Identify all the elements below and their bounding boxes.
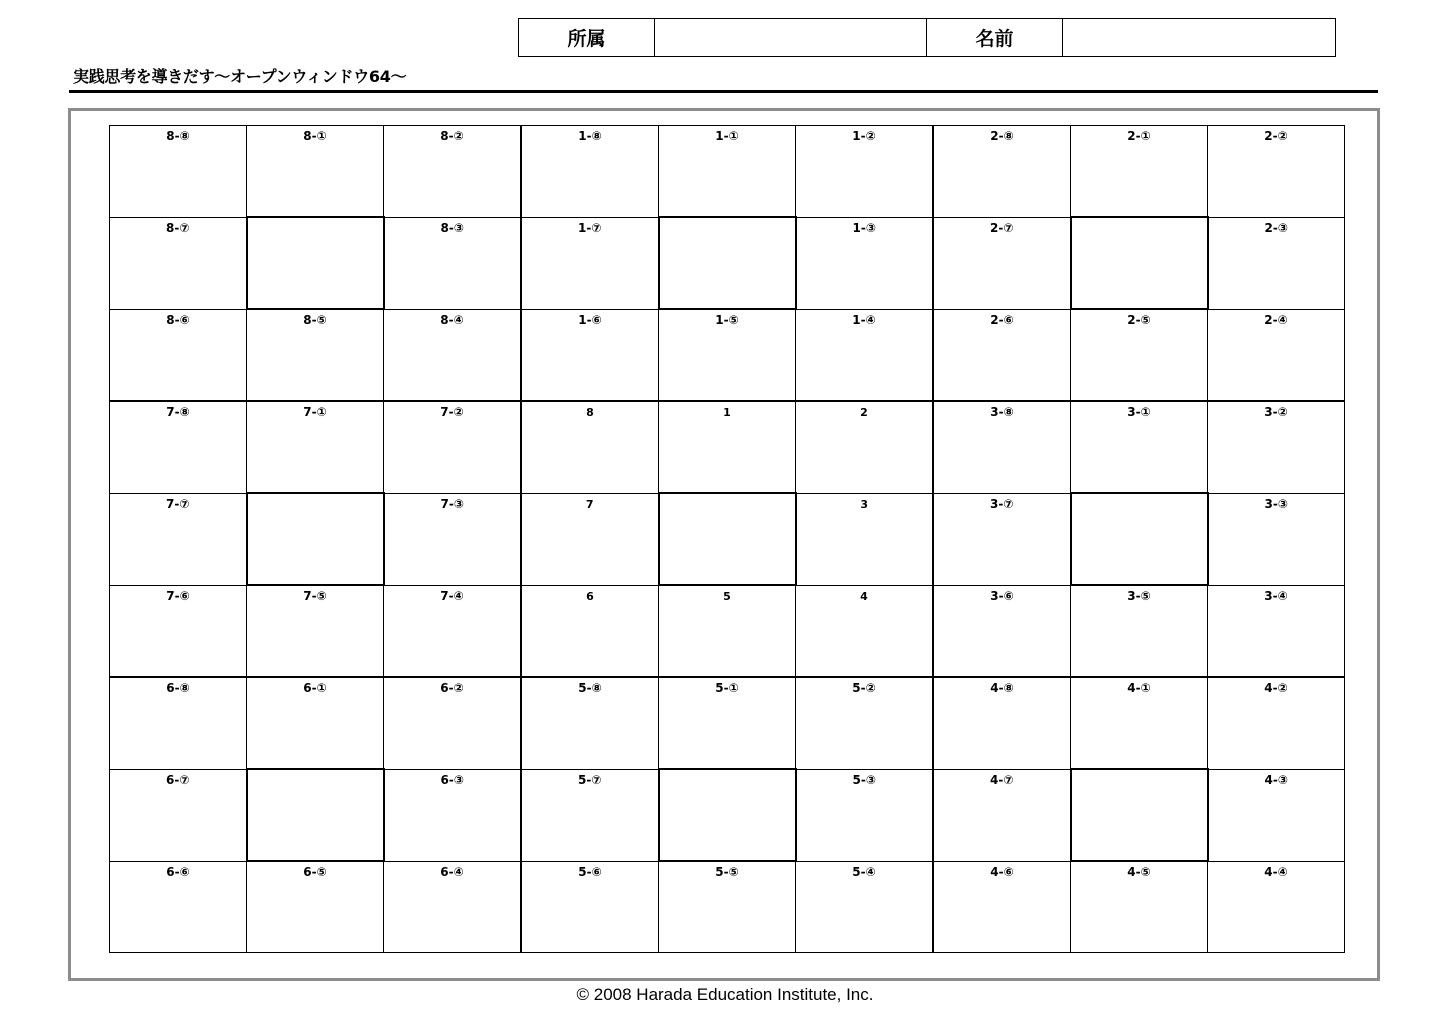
cell-label: 6-④ xyxy=(440,864,464,879)
cell-label: 1-⑧ xyxy=(578,129,602,143)
title-divider xyxy=(69,90,1378,93)
grid-cell[interactable] xyxy=(1208,861,1345,953)
grid-cell[interactable] xyxy=(247,677,384,769)
cell-label: 2-⑧ xyxy=(990,129,1014,143)
grid-cell[interactable] xyxy=(110,126,247,218)
cell-label: 6-③ xyxy=(440,772,464,787)
cell-label: 3-① xyxy=(1127,405,1151,419)
grid-cell[interactable] xyxy=(1071,677,1208,769)
cell-label: 2-④ xyxy=(1264,312,1288,327)
grid-cell[interactable] xyxy=(1208,493,1345,585)
cell-label: 4-② xyxy=(1264,681,1288,695)
cell-label: 8-⑤ xyxy=(303,313,327,327)
cell-label: 6-⑧ xyxy=(166,681,190,695)
cell-label: 7-⑤ xyxy=(303,589,327,603)
cell-label: 7-① xyxy=(303,405,327,419)
grid-cell[interactable] xyxy=(659,677,796,769)
grid-cell[interactable] xyxy=(1071,861,1208,953)
cell-label: 3-④ xyxy=(1264,588,1288,603)
cell-label: 5-⑥ xyxy=(578,864,602,879)
cell-label: 4 xyxy=(860,589,868,603)
grid-cell[interactable] xyxy=(933,769,1071,861)
grid-cell[interactable] xyxy=(659,126,796,218)
grid-cell[interactable] xyxy=(796,861,934,953)
grid-cell[interactable] xyxy=(796,309,934,401)
cell-label: 7-⑥ xyxy=(166,588,190,603)
grid-cell[interactable] xyxy=(521,861,659,953)
theme-cell[interactable] xyxy=(247,493,384,585)
cell-label: 7-③ xyxy=(440,496,464,511)
cell-label: 2-② xyxy=(1264,129,1288,143)
grid-cell[interactable] xyxy=(384,585,522,677)
cell-label: 2 xyxy=(860,406,868,419)
grid-row xyxy=(110,677,1345,769)
theme-cell[interactable] xyxy=(247,217,384,309)
cell-label: 8-⑧ xyxy=(166,129,190,143)
cell-label: 5-② xyxy=(852,681,876,695)
theme-cell[interactable] xyxy=(659,217,796,309)
grid-cell[interactable] xyxy=(933,493,1071,585)
cell-label: 7-⑧ xyxy=(166,405,190,419)
copyright-footer: © 2008 Harada Education Institute, Inc. xyxy=(576,985,874,1004)
cell-label: 5-③ xyxy=(852,772,876,787)
cell-label: 3-③ xyxy=(1264,496,1288,511)
grid-cell[interactable] xyxy=(659,309,796,401)
open-window-grid xyxy=(109,125,1345,953)
theme-cell[interactable] xyxy=(1071,769,1208,861)
cell-label: 6-⑤ xyxy=(303,865,327,879)
cell-label: 1-⑤ xyxy=(715,313,739,327)
grid-cell[interactable] xyxy=(933,401,1071,493)
grid-cell[interactable] xyxy=(1208,309,1345,401)
center-goal-cell[interactable] xyxy=(659,585,796,677)
cell-label: 8-⑥ xyxy=(166,312,190,327)
cell-label: 7-⑦ xyxy=(166,496,190,511)
theme-cell[interactable] xyxy=(659,493,796,585)
grid-cell[interactable] xyxy=(384,677,522,769)
cell-label: 6-① xyxy=(303,681,327,695)
center-goal-cell[interactable] xyxy=(521,401,659,493)
cell-label: 2-③ xyxy=(1264,220,1288,235)
cell-label: 1-④ xyxy=(852,312,876,327)
cell-label: 7 xyxy=(585,497,594,511)
cell-label: 3-⑥ xyxy=(990,588,1014,603)
grid-cell[interactable] xyxy=(247,401,384,493)
cell-label: 8-③ xyxy=(440,220,464,235)
cell-label: 8-② xyxy=(440,129,464,143)
grid-cell[interactable] xyxy=(1208,585,1345,677)
affiliation-label: 所属 xyxy=(519,19,655,57)
grid-cell[interactable] xyxy=(1208,769,1345,861)
cell-label: 1 xyxy=(723,406,731,419)
grid-cell[interactable] xyxy=(110,493,247,585)
grid-row xyxy=(110,585,1345,677)
cell-label: 5-⑦ xyxy=(578,772,602,787)
grid-cell[interactable] xyxy=(1208,126,1345,218)
theme-cell[interactable] xyxy=(1071,493,1208,585)
cell-label: 6 xyxy=(586,589,594,603)
cell-label: 4-⑦ xyxy=(990,772,1014,787)
grid-cell[interactable] xyxy=(384,126,522,218)
cell-label: 2-⑥ xyxy=(990,312,1014,327)
cell-label: 4-① xyxy=(1127,681,1151,695)
theme-cell[interactable] xyxy=(247,769,384,861)
grid-cell[interactable] xyxy=(933,677,1071,769)
affiliation-field[interactable] xyxy=(655,19,927,57)
name-label: 名前 xyxy=(927,19,1063,57)
grid-cell[interactable] xyxy=(1071,585,1208,677)
grid-cell[interactable] xyxy=(1071,309,1208,401)
cell-label: 4-⑧ xyxy=(990,681,1014,695)
grid-cell[interactable] xyxy=(1071,401,1208,493)
grid-row xyxy=(110,309,1345,401)
grid-cell[interactable] xyxy=(110,585,247,677)
grid-cell[interactable] xyxy=(110,769,247,861)
grid-cell[interactable] xyxy=(933,126,1071,218)
grid-cell[interactable] xyxy=(796,217,934,309)
cell-label: 4-④ xyxy=(1264,864,1288,879)
info-table xyxy=(518,18,1336,57)
center-goal-cell[interactable] xyxy=(659,401,796,493)
cell-label: 6-⑥ xyxy=(166,864,190,879)
cell-label: 8 xyxy=(586,406,594,419)
grid-cell[interactable] xyxy=(521,309,659,401)
grid-cell[interactable] xyxy=(384,493,522,585)
cell-label: 3-② xyxy=(1264,405,1288,419)
grid-cell[interactable] xyxy=(247,861,384,953)
grid-cell[interactable] xyxy=(1208,217,1345,309)
grid-cell[interactable] xyxy=(384,861,522,953)
cell-label: 4-③ xyxy=(1264,772,1288,787)
cell-label: 5-① xyxy=(715,681,739,695)
grid-cell[interactable] xyxy=(521,769,659,861)
cell-label: 8-① xyxy=(303,129,327,143)
grid-cell[interactable] xyxy=(110,861,247,953)
cell-label: 2-⑦ xyxy=(990,220,1014,235)
center-goal-cell[interactable] xyxy=(796,493,934,585)
grid-cell[interactable] xyxy=(521,126,659,218)
grid-row xyxy=(110,769,1345,861)
grid-cell[interactable] xyxy=(796,126,934,218)
grid-cell[interactable] xyxy=(1208,401,1345,493)
grid-cell[interactable] xyxy=(247,585,384,677)
grid-row xyxy=(110,861,1345,953)
center-goal-cell[interactable] xyxy=(796,401,934,493)
grid-cell[interactable] xyxy=(110,401,247,493)
grid-cell[interactable] xyxy=(796,677,934,769)
cell-label: 3-⑤ xyxy=(1127,589,1151,603)
grid-cell[interactable] xyxy=(110,217,247,309)
cell-label: 8-④ xyxy=(440,312,464,327)
cell-label: 1-⑦ xyxy=(578,220,602,235)
grid-cell[interactable] xyxy=(521,217,659,309)
cell-label: 3-⑧ xyxy=(990,405,1014,419)
cell-label: 2-① xyxy=(1127,129,1151,143)
cell-label: 1-① xyxy=(715,129,739,143)
grid-row xyxy=(110,217,1345,309)
cell-label: 8-⑦ xyxy=(166,220,190,235)
cell-label: 6-② xyxy=(440,681,464,695)
cell-label: 5-⑤ xyxy=(715,865,739,879)
cell-label: 7-④ xyxy=(440,588,464,603)
cell-label: 1-② xyxy=(852,129,876,143)
cell-label: 5-⑧ xyxy=(578,681,602,695)
grid-cell[interactable] xyxy=(384,217,522,309)
grid-row xyxy=(110,126,1345,218)
grid-cell[interactable] xyxy=(247,126,384,218)
grid-cell[interactable] xyxy=(384,769,522,861)
grid-cell[interactable] xyxy=(110,309,247,401)
cell-label: 1-③ xyxy=(852,220,876,235)
grid-cell[interactable] xyxy=(1208,677,1345,769)
page-title: 実践思考を導きだす～オープンウィンドウ64～ xyxy=(73,67,407,86)
cell-label: 2-⑤ xyxy=(1127,313,1151,327)
name-field[interactable] xyxy=(1063,19,1336,57)
cell-label: 4-⑤ xyxy=(1127,865,1151,879)
theme-cell[interactable] xyxy=(1071,217,1208,309)
center-goal-cell[interactable] xyxy=(796,585,934,677)
grid-cell[interactable] xyxy=(659,861,796,953)
grid-cell[interactable] xyxy=(384,401,522,493)
cell-label: 7-② xyxy=(440,405,464,419)
center-goal-cell[interactable] xyxy=(521,493,659,585)
cell-label: 5 xyxy=(723,590,731,603)
theme-cell[interactable] xyxy=(659,769,796,861)
grid-cell[interactable] xyxy=(1071,126,1208,218)
cell-label: 3-⑦ xyxy=(990,496,1014,511)
grid-cell[interactable] xyxy=(933,309,1071,401)
grid-cell[interactable] xyxy=(110,677,247,769)
cell-label: 6-⑦ xyxy=(166,772,190,787)
grid-cell[interactable] xyxy=(384,309,522,401)
cell-label: 1-⑥ xyxy=(578,312,602,327)
grid-cell[interactable] xyxy=(247,309,384,401)
grid-cell[interactable] xyxy=(933,585,1071,677)
cell-label: 4-⑥ xyxy=(990,864,1014,879)
center-goal-cell[interactable] xyxy=(521,585,659,677)
grid-cell[interactable] xyxy=(933,217,1071,309)
cell-label: 5-④ xyxy=(852,864,876,879)
grid-cell[interactable] xyxy=(933,861,1071,953)
grid-row xyxy=(110,401,1345,493)
grid-row xyxy=(110,493,1345,585)
grid-cell[interactable] xyxy=(521,677,659,769)
cell-label: 3 xyxy=(860,497,869,511)
grid-cell[interactable] xyxy=(796,769,934,861)
